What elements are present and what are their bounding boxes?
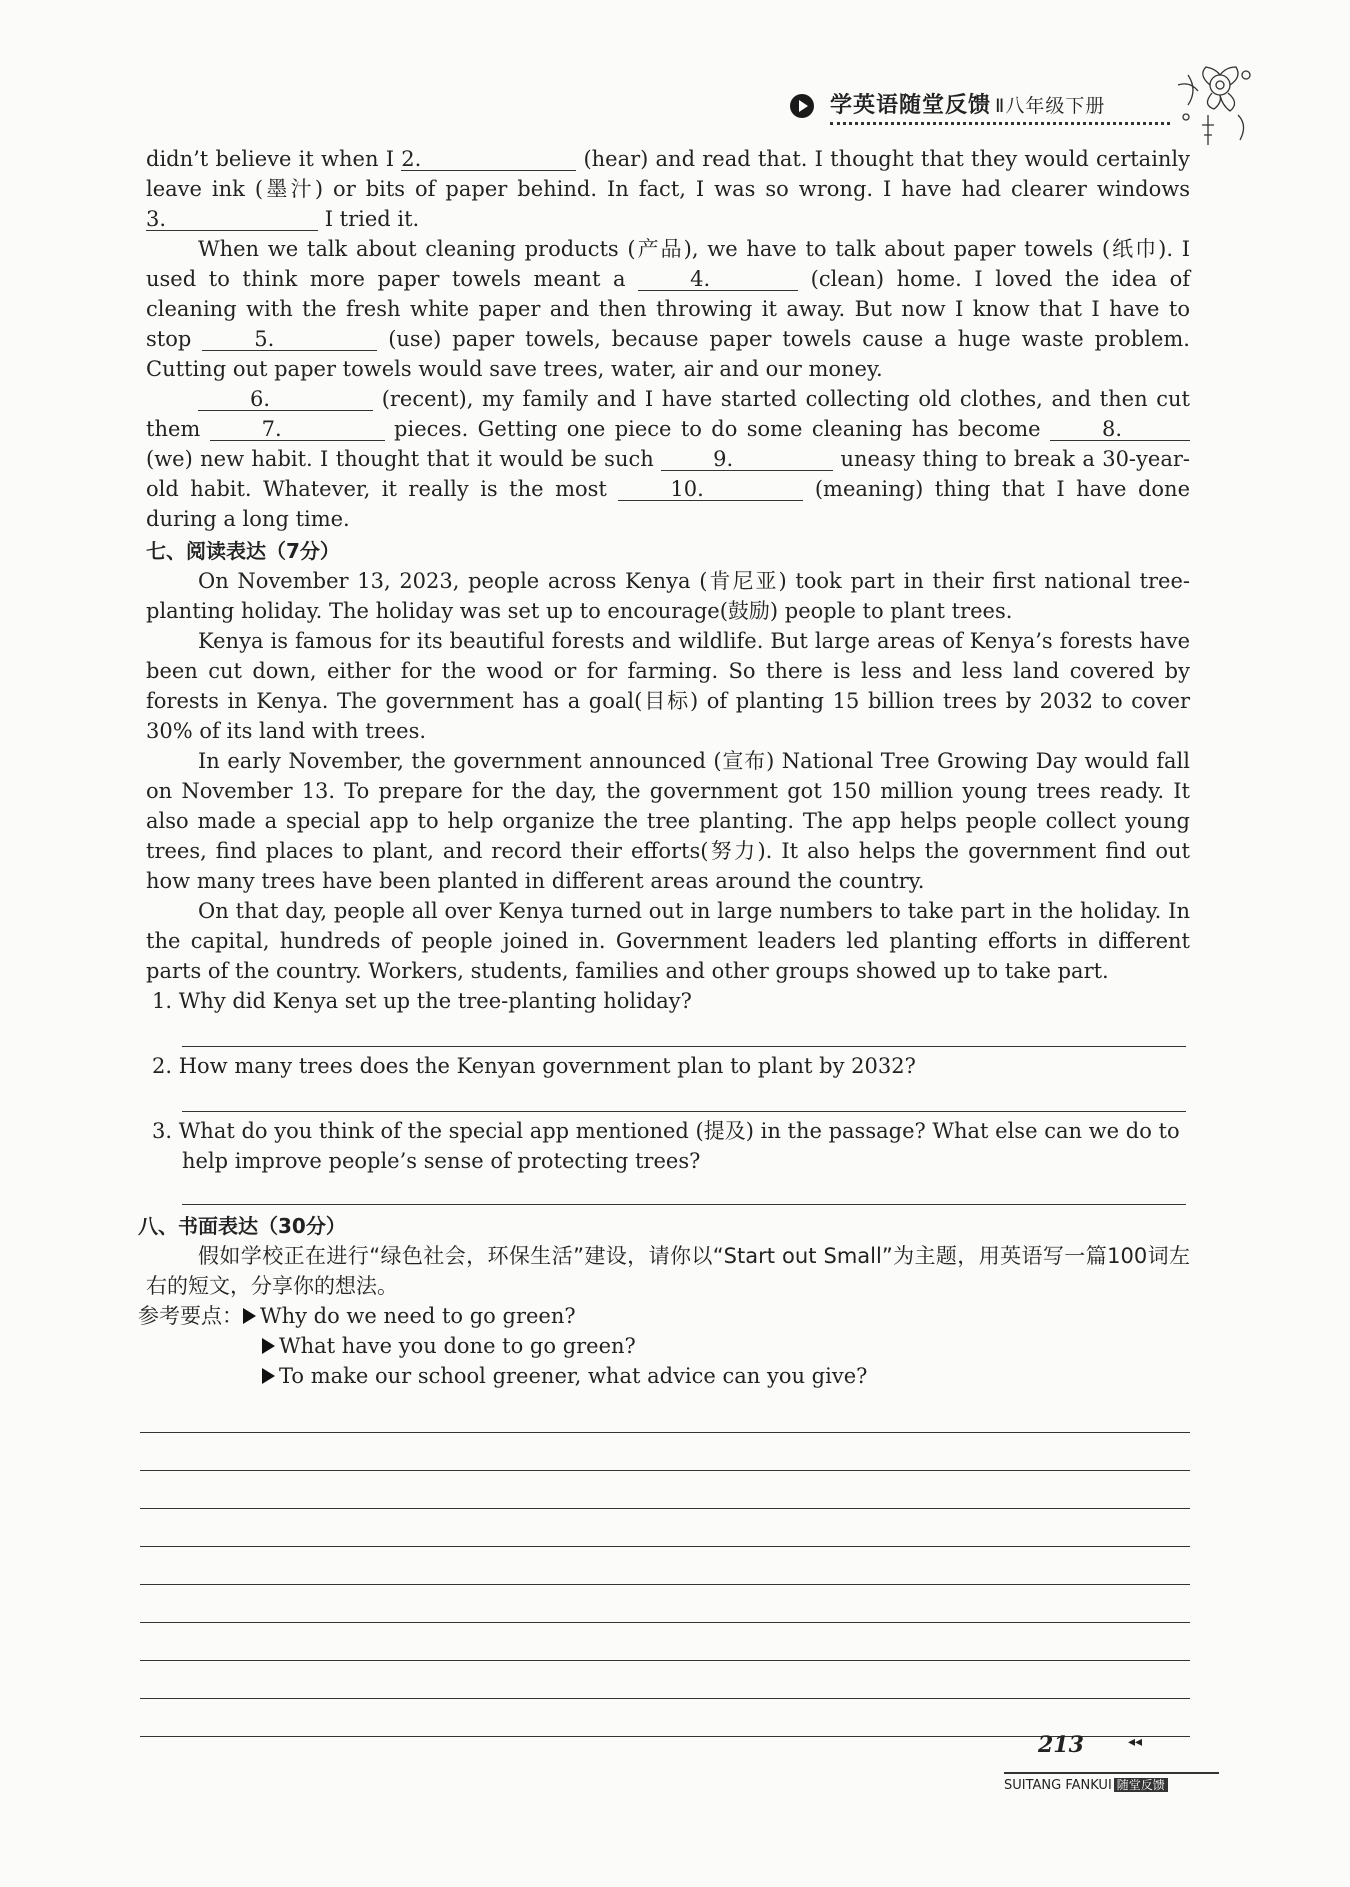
- writing-line[interactable]: [140, 1585, 1190, 1623]
- blank-2[interactable]: 2.: [401, 148, 576, 171]
- writing-line[interactable]: [140, 1623, 1190, 1661]
- blank-8[interactable]: 8.: [1050, 418, 1190, 441]
- reading-para-1: On November 13, 2023, people across Kenya (肯尼亚) took part in their first national tree-planting holiday. The holiday was set up to encourage(鼓励) people to plant trees.: [146, 569, 1190, 623]
- section-7-heading: 七、阅读表达（7分）: [146, 539, 340, 563]
- question-2: 2. How many trees does the Kenyan government plan to plant by 2032?: [152, 1054, 916, 1078]
- blank-9[interactable]: 9.: [661, 448, 833, 471]
- footer-badge: 随堂反馈: [1114, 1778, 1168, 1792]
- reading-para-3: In early November, the government announced (宣布) National Tree Growing Day would fall on November 13. To prepare for the day, the government got 150 million young trees ready. It also made a special app to help organize the tree planting. The app helps people collect young trees, find places to plant, and record their efforts(努力). It also helps the government find out how many trees have been planted in different areas around the country.: [146, 749, 1190, 893]
- grade-label: Ⅱ八年级下册: [995, 95, 1106, 117]
- tip-1: 参考要点： Why do we need to go green?: [138, 1304, 576, 1328]
- footer-brand: SUITANG FANKUI 随堂反馈: [1004, 1772, 1219, 1793]
- play-icon: [790, 94, 814, 118]
- writing-line[interactable]: [140, 1699, 1190, 1737]
- blank-5[interactable]: 5.: [202, 328, 377, 351]
- writing-line[interactable]: [140, 1433, 1190, 1471]
- tips-label: 参考要点：: [138, 1304, 243, 1328]
- page-content: [138, 144, 1191, 1737]
- passage-para-2: When we talk about cleaning products (产品), we have to talk about paper towels (纸巾). I used to think more paper towels meant a 4. (clean) home. I loved the idea of cleaning with the fresh white paper and then throwing it away. But now I know that I have to stop 5. (use) paper towels, because paper towels cause a huge waste problem. Cutting out paper towels would save trees, water, air and our money.: [146, 237, 1190, 381]
- writing-line[interactable]: [140, 1509, 1190, 1547]
- tip-3: To make our school greener, what advice can you give?: [146, 1361, 1190, 1391]
- tip-2: What have you done to go green?: [146, 1331, 1190, 1361]
- blank-3[interactable]: 3.: [146, 208, 318, 231]
- writing-line[interactable]: [140, 1395, 1190, 1433]
- book-title: 学英语随堂反馈 Ⅱ八年级下册: [830, 93, 1106, 118]
- question-1: 1. Why did Kenya set up the tree-planting holiday?: [152, 989, 692, 1013]
- triangle-bullet-icon: [262, 1368, 275, 1384]
- answer-line-1[interactable]: [182, 1016, 1186, 1047]
- page-number: 213: [1038, 1732, 1084, 1758]
- blank-10[interactable]: 10.: [618, 478, 803, 501]
- reading-para-4: On that day, people all over Kenya turned out in large numbers to take part in the holiday. In the capital, hundreds of people joined in. Government leaders led planting efforts in different parts of the country. Workers, students, families and other groups showed up to take part.: [146, 899, 1190, 983]
- writing-line[interactable]: [140, 1547, 1190, 1585]
- answer-line-2[interactable]: [182, 1081, 1186, 1112]
- blank-6[interactable]: 6.: [198, 388, 373, 411]
- reading-para-2: Kenya is famous for its beautiful forests and wildlife. But large areas of Kenya’s forests have been cut down, either for the wood or for farming. So there is less and less land covered by forests in Kenya. The government has a goal(目标) of planting 15 billion trees by 2032 to cover 30% of its land with trees.: [146, 629, 1190, 743]
- header-dotted-rule: [830, 122, 1170, 125]
- blank-7[interactable]: 7.: [210, 418, 385, 441]
- question-3: 3. What do you think of the special app mentioned (提及) in the passage? What else can we do to help improve people’s sense of protecting trees?: [152, 1119, 1180, 1173]
- triangle-bullet-icon: [243, 1308, 256, 1324]
- back-arrows-icon: ◂◂: [1128, 1734, 1143, 1750]
- passage-para-1: didn’t believe it when I 2. (hear) and read that. I thought that they would certainly leave ink (墨汁) or bits of paper behind. In fact, I was so wrong. I have had clearer windows 3. I tried it.: [146, 147, 1191, 231]
- blank-4[interactable]: 4.: [638, 268, 798, 291]
- flower-ornament-icon: [1168, 55, 1258, 150]
- writing-line[interactable]: [140, 1661, 1190, 1699]
- writing-area[interactable]: [140, 1395, 1190, 1737]
- answer-line-3[interactable]: [182, 1176, 1186, 1205]
- triangle-bullet-icon: [262, 1338, 275, 1354]
- writing-prompt: 假如学校正在进行“绿色社会，环保生活”建设，请你以“Start out Small”为主题，用英语写一篇100词左右的短文，分享你的想法。: [146, 1244, 1190, 1298]
- passage-para-3: 6. (recent), my family and I have started collecting old clothes, and then cut them 7. pieces. Getting one piece to do some cleaning has become 8. (we) new habit. I thought that it would be such 9. uneasy thing to break a 30-year-old habit. Whatever, it really is the most 10. (meaning) thing that I have done during a long time.: [146, 387, 1190, 531]
- writing-line[interactable]: [140, 1471, 1190, 1509]
- section-8-heading: 八、书面表达（30分）: [138, 1214, 346, 1238]
